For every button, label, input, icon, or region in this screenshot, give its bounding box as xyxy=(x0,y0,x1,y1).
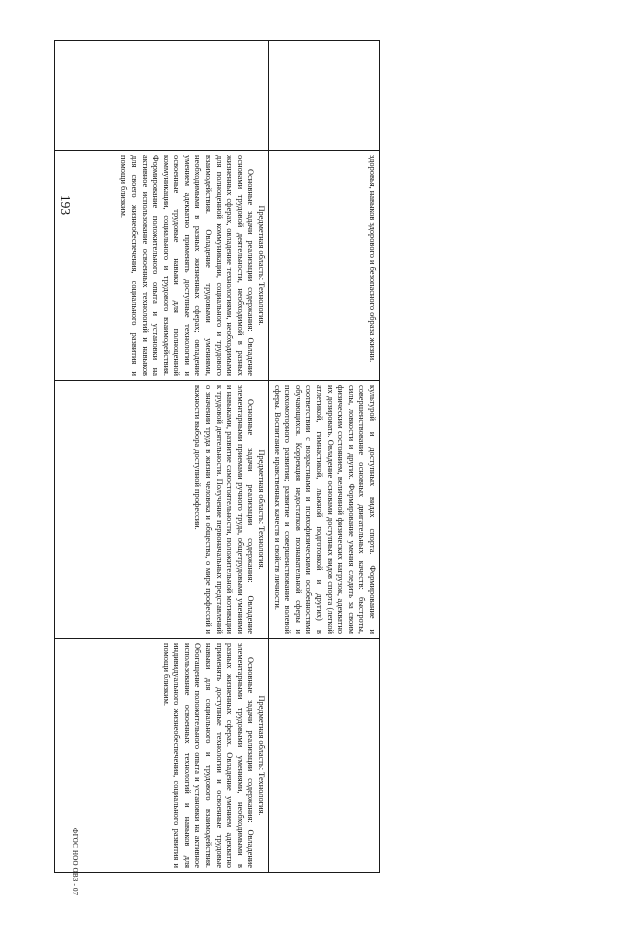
table-cell-empty xyxy=(269,639,380,873)
standards-table xyxy=(54,40,380,873)
cell-paragraph: здоровья, навыков здорового и безопасного образа жизни. xyxy=(368,155,377,363)
cell-paragraph: культурой и доступных видах спорта. Формирование и совершенствование основных двигательных качеств: быстроты, силы, ловкости и других. Формирование умения следить за своим физическим состоянием, величиной физических нагрузок, адекватно их дозировать. Овладение основами доступных видов спорта (легкой атлетикой, гимнастикой, лыжной подготовкой и других) в соответствии с возрастными и психофизическими особенностями обучающихся. Коррекция недостатков познавательной сферы и психомоторного развития; развитие и совершенствование волевой сферы. Воспитание нравственных качеств и свойств личности. xyxy=(272,385,377,634)
subject-area-title: Предметная область: Технология. xyxy=(257,695,267,816)
footer-code: ФГОС НОО ОВЗ - 07 xyxy=(71,828,79,896)
cell-paragraph: Основные задачи реализации содержания: Овладение элементарными трудовыми умениями, необходимыми в разных жизненных сферах. Овладение умением адекватно применять доступные технологии и освоенные трудовые навыки для социального и трудового взаимодействия. Обогащение положительного опыта и установки на активное использование освоенных технологий и навыков для индивидуального жизнеобеспечения, социального развития и помощи близким. xyxy=(161,643,256,868)
table-cell xyxy=(55,151,269,381)
cell-paragraph: Основные задачи реализации содержания: Овладение элементарными приемами ручного труда, общетрудовыми умениями и навыками, развитие самостоятельности, положительной мотивации к трудовой деятельности. Получение первоначальных представлений о значении труда в жизни человека и общества, о мире профессий и важности выбора доступной профессии. xyxy=(193,385,256,634)
subject-area-title: Предметная область: Технология. xyxy=(257,449,267,570)
table-cell-empty xyxy=(269,41,380,151)
cell-paragraph: Основные задачи реализации содержания: Овладение основами трудовой деятельности, необходимой в разных жизненных сферах, овладение технологиями, необходимыми для полноценной коммуникации, социального и трудового взаимодействия. Овладение трудовыми умениями, необходимыми в разных жизненных сферах; овладение умением адекватно применять доступные технологии и освоенные трудовые навыки для полноценной коммуникации, социального и трудового взаимодействия. Формирование положительного опыта и установки на активное использование освоенных технологий и навыков для своего жизнеобеспечения, социального развития и помощи близким. xyxy=(119,155,256,376)
rotated-table-sheet xyxy=(85,40,380,872)
table-row xyxy=(269,41,380,873)
page-number-text: 193 xyxy=(58,194,73,216)
table-row xyxy=(55,41,269,873)
table-cell xyxy=(269,381,380,639)
table-cell xyxy=(269,151,380,381)
subject-area-title: Предметная область: Технология. xyxy=(257,205,267,326)
table-cell-empty xyxy=(55,41,269,151)
table-cell xyxy=(55,639,269,873)
table-cell xyxy=(55,381,269,639)
